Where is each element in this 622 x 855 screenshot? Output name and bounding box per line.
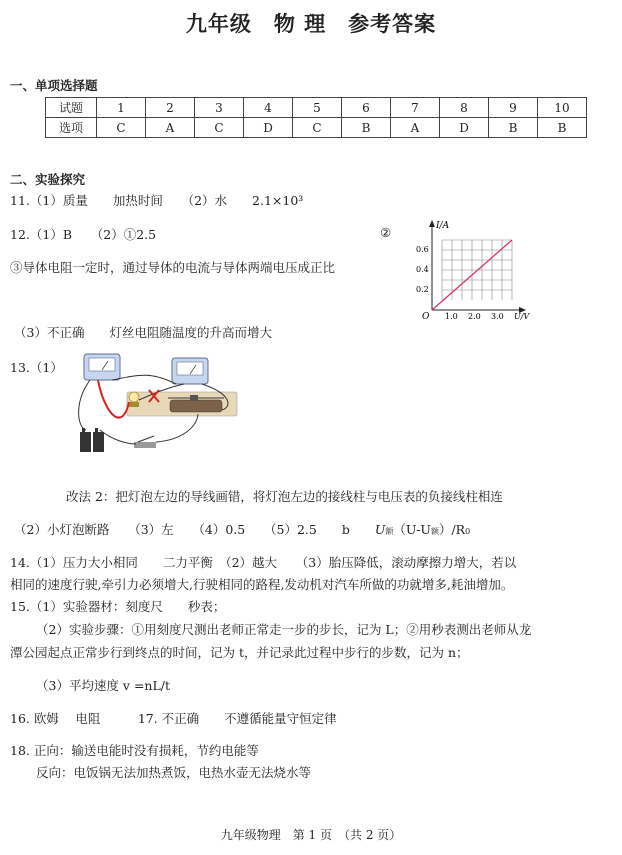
formula-voltage-symbol: U bbox=[374, 522, 386, 537]
circuit-diagram bbox=[72, 352, 247, 462]
iu-graph bbox=[418, 218, 543, 323]
answer-14-line1: 14.（1）压力大小相同 二力平衡 （2）越大 （3）胎压降低，滚动摩擦力增大，若以 bbox=[10, 555, 517, 570]
y-tick-label: 0.6 bbox=[416, 245, 429, 254]
y-axis-label: I/A bbox=[436, 221, 450, 231]
x-tick-label: 3.0 bbox=[491, 312, 504, 321]
bulb-icon bbox=[129, 392, 139, 407]
table-cell: 10 bbox=[538, 98, 587, 118]
answer-15-line2: （2）实验步骤：①用刻度尺测出老师正常走一步的步长，记为 L；②用秒表测出老师从龙 bbox=[36, 622, 532, 637]
y-axis-arrow bbox=[429, 220, 435, 227]
switch-icon bbox=[134, 436, 156, 448]
table-cell: D bbox=[440, 118, 489, 138]
formula-subscript: 额 bbox=[385, 527, 394, 536]
corrected-wire bbox=[98, 380, 129, 418]
answer-18-line1: 18. 正向：输送电能时没有损耗，节约电能等 bbox=[10, 743, 259, 758]
x-tick-label: 1.0 bbox=[445, 312, 458, 321]
answer-12-part3: ③导体电阻一定时，通过导体的电流与导体两端电压成正比 bbox=[10, 260, 336, 275]
table-cell: 7 bbox=[391, 98, 440, 118]
table-row bbox=[46, 98, 587, 118]
table-cell: 1 bbox=[97, 98, 146, 118]
table-cell: 2 bbox=[146, 98, 195, 118]
table-cell: A bbox=[146, 118, 195, 138]
table-cell: 试题 bbox=[46, 98, 97, 118]
answer-13-correction: 改法 2：把灯泡左边的导线画错，将灯泡左边的接线柱与电压表的负接线柱相连 bbox=[66, 489, 503, 504]
voltmeter bbox=[172, 358, 208, 384]
rheostat bbox=[168, 395, 224, 412]
section-heading-experiment: 二、实验探究 bbox=[10, 172, 86, 187]
answer-15-line1: 15.（1）实验器材：刻度尺 秒表； bbox=[10, 599, 226, 614]
x-axis-label: U/V bbox=[514, 312, 530, 321]
table-row bbox=[46, 118, 587, 138]
y-tick-label: 0.2 bbox=[416, 285, 429, 294]
formula-bracket: （U-U bbox=[393, 522, 431, 537]
table-cell: C bbox=[293, 118, 342, 138]
table-cell: B bbox=[342, 118, 391, 138]
formula-subscript: 0 bbox=[465, 527, 471, 536]
answer-13-part2-text: （2）小灯泡断路 （3）左 （4）0.5 （5）2.5 b bbox=[14, 522, 375, 537]
answer-table bbox=[45, 97, 587, 138]
table-cell: D bbox=[244, 118, 293, 138]
formula-resistance: ）/R bbox=[438, 522, 466, 537]
table-cell: 选项 bbox=[46, 118, 97, 138]
table-cell: B bbox=[489, 118, 538, 138]
table-cell: 6 bbox=[342, 98, 391, 118]
ammeter bbox=[84, 354, 120, 380]
x-tick-label: 2.0 bbox=[468, 312, 481, 321]
table-cell: C bbox=[195, 118, 244, 138]
table-cell: A bbox=[391, 118, 440, 138]
answer-12-part3-conclusion: （3）不正确 灯丝电阻随温度的升高而增大 bbox=[14, 325, 272, 340]
answer-15-line4: （3）平均速度 v =nL/t bbox=[36, 678, 171, 693]
section-heading-single-choice: 一、单项选择题 bbox=[10, 78, 98, 93]
table-cell: 9 bbox=[489, 98, 538, 118]
table-cell: 3 bbox=[195, 98, 244, 118]
answer-14-line2: 相同的速度行驶,牵引力必须增大,行驶相同的路程,发动机对汽车所做的功就增多,耗油增加。 bbox=[10, 577, 514, 592]
table-cell: B bbox=[538, 118, 587, 138]
answer-11: 11.（1）质量 加热时间 （2）水 2.1×10³ bbox=[10, 193, 304, 208]
formula-subscript: 额 bbox=[430, 527, 439, 536]
battery-icon bbox=[80, 428, 104, 452]
answer-12-part1: 12.（1）B （2）①2.5 bbox=[10, 227, 157, 242]
page-title: 九年级 物 理 参考答案 bbox=[185, 12, 437, 36]
answer-13-part2 bbox=[14, 520, 470, 538]
answer-15-line3: 潭公园起点正常步行到终点的时间，记为 t，并记录此过程中步行的步数，记为 n； bbox=[10, 645, 469, 660]
answer-16-17: 16. 欧姆 电阻 17. 不正确 不遵循能量守恒定律 bbox=[10, 711, 337, 726]
origin-label: O bbox=[422, 312, 430, 322]
answer-12-circle-2: ② bbox=[380, 225, 392, 240]
y-tick-label: 0.4 bbox=[416, 265, 429, 274]
page-footer: 九年级物理 第 1 页 （共 2 页） bbox=[220, 828, 402, 842]
table-cell: C bbox=[97, 118, 146, 138]
table-cell: 8 bbox=[440, 98, 489, 118]
answer-13-label: 13.（1） bbox=[10, 360, 63, 375]
table-cell: 4 bbox=[244, 98, 293, 118]
table-cell: 5 bbox=[293, 98, 342, 118]
answer-18-line2: 反向：电饭锅无法加热煮饭，电热水壶无法烧水等 bbox=[36, 765, 312, 780]
